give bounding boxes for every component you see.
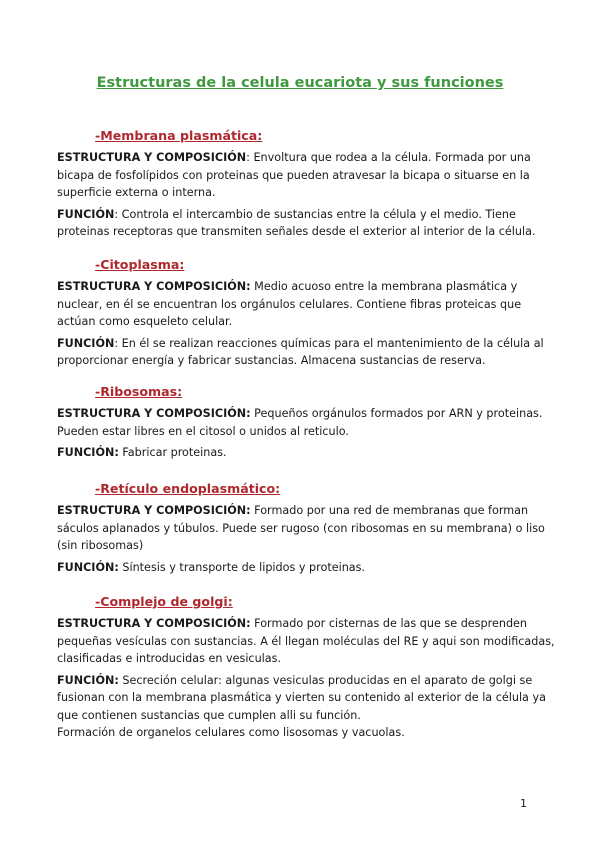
section-citoplasma — [57, 256, 557, 374]
section-membrana — [57, 127, 557, 245]
funcion-text: Síntesis y transporte de lipidos y proteinas. — [118, 560, 366, 574]
funcion-text: : Controla el intercambio de sustancias entre la célula y el medio. Tiene proteinas receptoras que transmiten señales desde el exterior al interior de la célula. — [57, 207, 536, 238]
funcion-paragraph — [57, 444, 557, 462]
funcion-label: FUNCIÓN: — [57, 446, 119, 459]
estructura-paragraph — [57, 615, 557, 668]
section-heading: -Citoplasma: — [95, 257, 185, 272]
estructura-text: Formado por una red de membranas que forman sáculos aplanados y túbulos. Puede ser rugoso (con ribosomas en su membrana) o liso (sin ribosomas) — [57, 504, 545, 552]
estructura-text: : Envoltura que rodea a la célula. Formada por una bicapa de fosfolípidos con proteinas que pueden atravesar la bicapa o situarse en la superficie externa o interna. — [57, 151, 531, 199]
funcion-paragraph — [57, 672, 557, 725]
estructura-label: ESTRUCTURA Y COMPOSICIÓN: — [57, 280, 251, 293]
estructura-label: ESTRUCTURA Y COMPOSICIÓN: — [57, 407, 251, 420]
funcion-label: FUNCIÓN: — [57, 560, 119, 574]
extra-paragraph: Formación de organelos celulares como lisosomas y vacuolas. — [57, 726, 405, 739]
section-heading: -Ribosomas: — [95, 384, 183, 399]
section-reticulo — [57, 480, 557, 580]
estructura-paragraph — [57, 149, 557, 202]
estructura-text: Formado por cisternas de las que se desprenden pequeñas vesículas con sustancias. A él llegan moléculas del RE y aqui son modificadas, clasificadas e introducidas en vesiculas. — [57, 617, 555, 665]
funcion-text: Fabricar proteinas. — [118, 446, 227, 459]
funcion-paragraph — [57, 335, 557, 370]
estructura-label: ESTRUCTURA Y COMPOSICIÓN: — [57, 617, 251, 630]
funcion-label: FUNCIÓN — [57, 207, 115, 221]
estructura-paragraph — [57, 502, 557, 555]
document-title: Estructuras de la celula eucariota y sus funciones — [96, 75, 504, 91]
page-number: 1 — [520, 797, 527, 810]
estructura-paragraph — [57, 405, 557, 440]
funcion-text: : En él se realizan reacciones químicas para el mantenimiento de la célula al proporcionar energía y fabricar sustancias. Almacena sustancias de reserva. — [57, 336, 544, 367]
estructura-text: Medio acuoso entre la membrana plasmática y nuclear, en él se encuentran los orgánulos celulares. Contiene fibras proteicas que actúan como esqueleto celular. — [57, 280, 522, 328]
section-heading: -Complejo de golgi: — [95, 594, 233, 609]
estructura-label: ESTRUCTURA Y COMPOSICIÓN: — [57, 504, 251, 517]
funcion-label: FUNCIÓN: — [57, 673, 119, 687]
funcion-paragraph — [57, 559, 557, 577]
estructura-paragraph — [57, 278, 557, 331]
funcion-paragraph — [57, 206, 557, 241]
section-heading: -Membrana plasmática: — [95, 128, 263, 143]
funcion-text: Secreción celular: algunas vesiculas producidas en el aparato de golgi se fusionan con la membrana plasmática y vierten su contenido al exterior de la célula ya que contienen sustancias que cumplen alli su función. — [57, 673, 546, 722]
estructura-label: ESTRUCTURA Y COMPOSICIÓN — [57, 151, 247, 164]
funcion-label: FUNCIÓN — [57, 336, 115, 350]
estructura-text: Pequeños orgánulos formados por ARN y proteinas. Pueden estar libres en el citosol o unidos al reticulo. — [57, 407, 543, 438]
section-ribosomas — [57, 383, 557, 466]
section-heading: -Retículo endoplasmático: — [95, 481, 281, 496]
section-golgi — [57, 593, 557, 746]
